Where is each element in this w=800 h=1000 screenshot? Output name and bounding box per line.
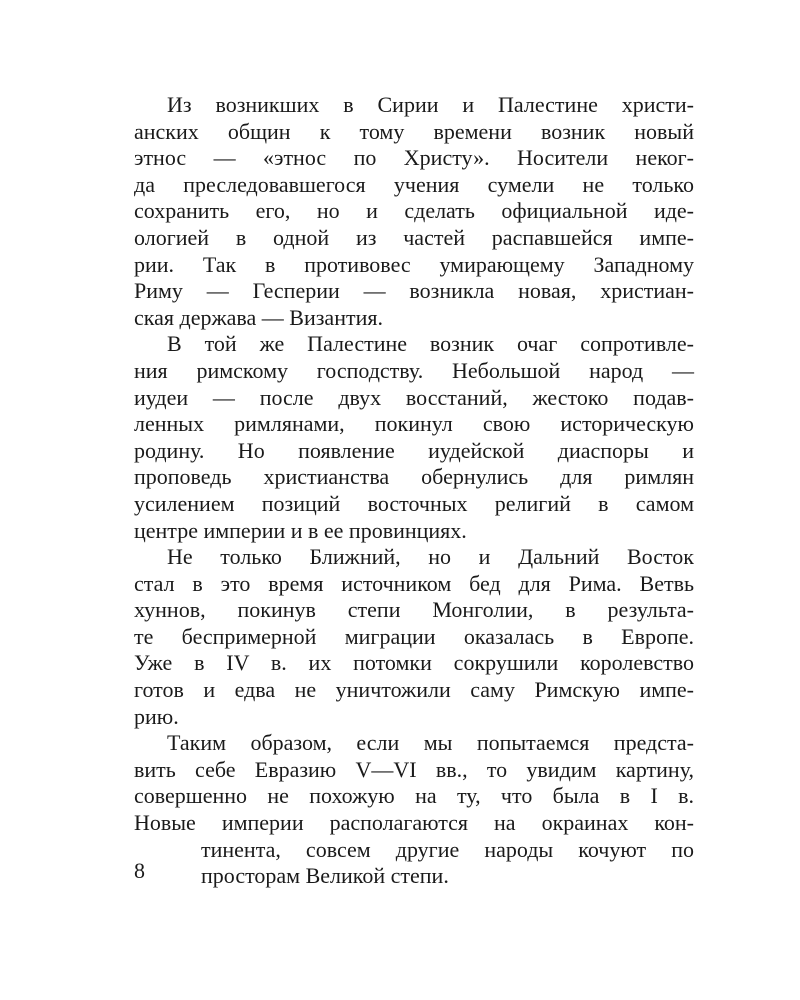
- text-line: вить себе Евразию V—VI вв., то увидим картину,: [134, 756, 694, 782]
- text-line: готов и едва не уничтожили саму Римскую импе-: [134, 677, 694, 703]
- text-line: Риму — Гесперии — возникла новая, христиан-: [134, 278, 694, 304]
- text-line: ологией в одной из частей распавшейся импе-: [134, 224, 694, 250]
- text-line: Не только Ближний, но и Дальний Восток: [167, 544, 694, 570]
- text-line: центре империи и в ее провинциях.: [134, 517, 467, 543]
- text-line: Таким образом, если мы попытаемся предста-: [167, 730, 694, 756]
- text-line: усилением позиций восточных религий в самом: [134, 490, 694, 516]
- text-line: рию.: [134, 703, 179, 729]
- text-line: В той же Палестине возник очаг сопротивле-: [167, 331, 694, 357]
- text-line: анских общин к тому времени возник новый: [134, 118, 694, 144]
- text-line: Из возникших в Сирии и Палестине христи-: [167, 92, 694, 117]
- text-line: тинента, совсем другие народы кочуют по: [201, 836, 694, 862]
- text-line: ния римскому господству. Небольшой народ —: [134, 357, 694, 383]
- text-line: совершенно не похожую на ту, что была в I в.: [134, 783, 694, 809]
- text-line: просторам Великой степи.: [201, 863, 449, 889]
- text-line: этнос — «этнос по Христу». Носители неког-: [134, 145, 694, 171]
- page-number: 8: [134, 858, 145, 883]
- text-line: ленных римлянами, покинул свою историческую: [134, 411, 694, 437]
- text-line: родину. Но появление иудейской диаспоры и: [134, 437, 694, 463]
- text-line: Уже в IV в. их потомки сокрушили королевство: [134, 650, 694, 676]
- text-line: ская держава — Византия.: [134, 304, 383, 330]
- text-line: те беспримерной миграции оказалась в Европе.: [134, 623, 694, 649]
- page-body: [134, 92, 694, 890]
- text-line: стал в это время источником бед для Рима. Ветвь: [134, 570, 694, 596]
- text-line: иудеи — после двух восстаний, жестоко подав-: [134, 384, 694, 410]
- text-line: проповедь христианства обернулись для римлян: [134, 464, 694, 490]
- text-line: хуннов, покинув степи Монголии, в результа-: [134, 597, 694, 623]
- text-line: сохранить его, но и сделать официальной иде-: [134, 198, 694, 224]
- text-line: да преследовавшегося учения сумели не только: [134, 171, 694, 197]
- text-line: рии. Так в противовес умирающему Западному: [134, 251, 694, 277]
- text-line: Новые империи располагаются на окраинах кон-: [134, 810, 694, 836]
